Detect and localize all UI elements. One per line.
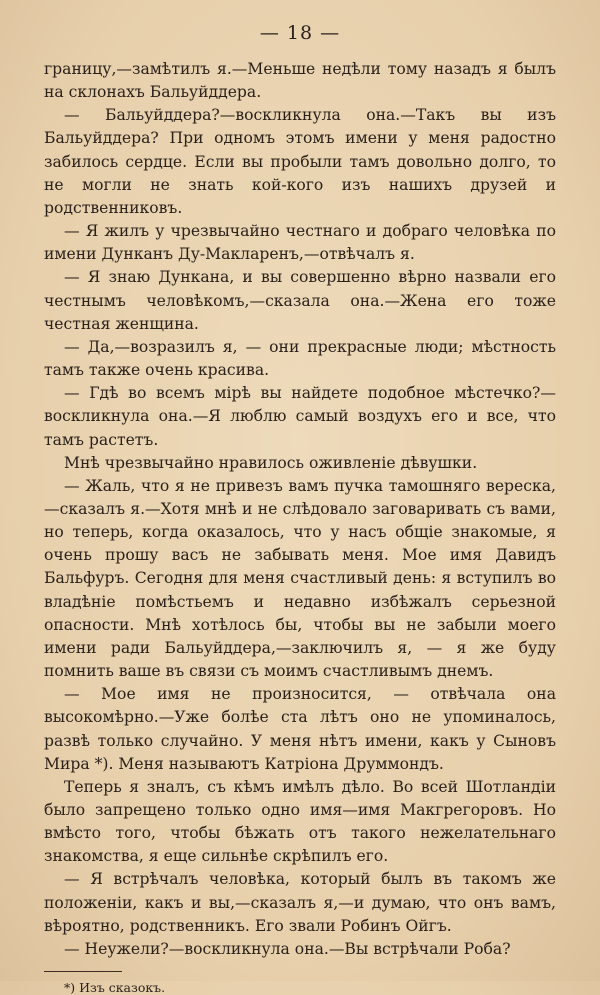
paragraph: Теперь я зналъ, съ кѣмъ имѣлъ дѣло. Во всей Шотландіи было запрещено только одно имя—имя Макгрегоровъ. Но вмѣсто того, чтобы бѣжать отъ такого нежелательнаго знакомства, я еще сильнѣе скрѣпилъ его. [44,777,556,866]
paragraph: Мнѣ чрезвычайно нравилось оживленіе дѣвушки. [64,453,478,472]
footnote-divider [44,971,122,972]
paragraph: — Да,—возразилъ я, — они прекрасные люди; мѣстность тамъ также очень красива. [44,337,556,380]
paragraph: — Жаль, что я не привезъ вамъ пучка тамошняго вереска,—сказалъ я.—Хотя мнѣ и не слѣдовало заговаривать съ вами, но теперь, когда оказалось, что у насъ общіе знакомые, я очень прошу васъ не забывать меня. Мое имя Давидъ Бальфуръ. Сегодня для меня счастливый день: я вступилъ во владѣніе помѣстьемъ и недавно избѣжалъ серьезной опасности. Мнѣ хотѣлось бы, чтобы вы не забыли моего имени ради Бальуйддера,—заключилъ я, — я же буду помнить ваше въ связи съ моимъ счастливымъ днемъ. [44,476,556,681]
paragraph: — Я встрѣчалъ человѣка, который былъ въ такомъ же положеніи, какъ и вы,—сказалъ я,—и думаю, что онъ вамъ, вѣроятно, родственникъ. Его звали Робинъ Ойгъ. [44,870,556,935]
paragraph: — Неужели?—воскликнула она.—Вы встрѣчали Роба? [64,939,511,958]
paragraph: — Я знаю Дункана, и вы совершенно вѣрно назвали его честнымъ человѣкомъ,—сказала она.—Жена его тоже честная женщина. [44,268,556,333]
paragraph: — Бальуйддера?—воскликнула она.—Такъ вы изъ Бальуйддера? При одномъ этомъ имени у меня радостно забилось сердце. Если вы пробыли тамъ довольно долго, то не могли не знать кой-кого изъ нашихъ друзей и родственниковъ. [44,106,556,217]
page-number: — 18 — [259,22,341,44]
paragraph: — Мое имя не произносится, — отвѣчала она высокомѣрно.—Уже болѣе ста лѣтъ оно не упоминалось, развѣ только случайно. У меня нѣтъ имени, какъ у Сыновъ Мира *). Меня называютъ Катріона Друммондъ. [44,685,556,773]
footnote: *) Изъ сказокъ. [64,980,166,995]
body-text [44,58,556,961]
book-page [44,22,556,995]
paragraph: — Я жилъ у чрезвычайно честнаго и добраго человѣка по имени Дунканъ Ду-Макларенъ,—отвѣчалъ я. [44,222,556,264]
paragraph: — Гдѣ во всемъ мірѣ вы найдете подобное мѣстечко?—воскликнула она.—Я люблю самый воздухъ его и все, что тамъ растетъ. [44,384,556,449]
paragraph: границу,—замѣтилъ я.—Меньше недѣли тому назадъ я былъ на склонахъ Бальуйддера. [44,60,556,102]
